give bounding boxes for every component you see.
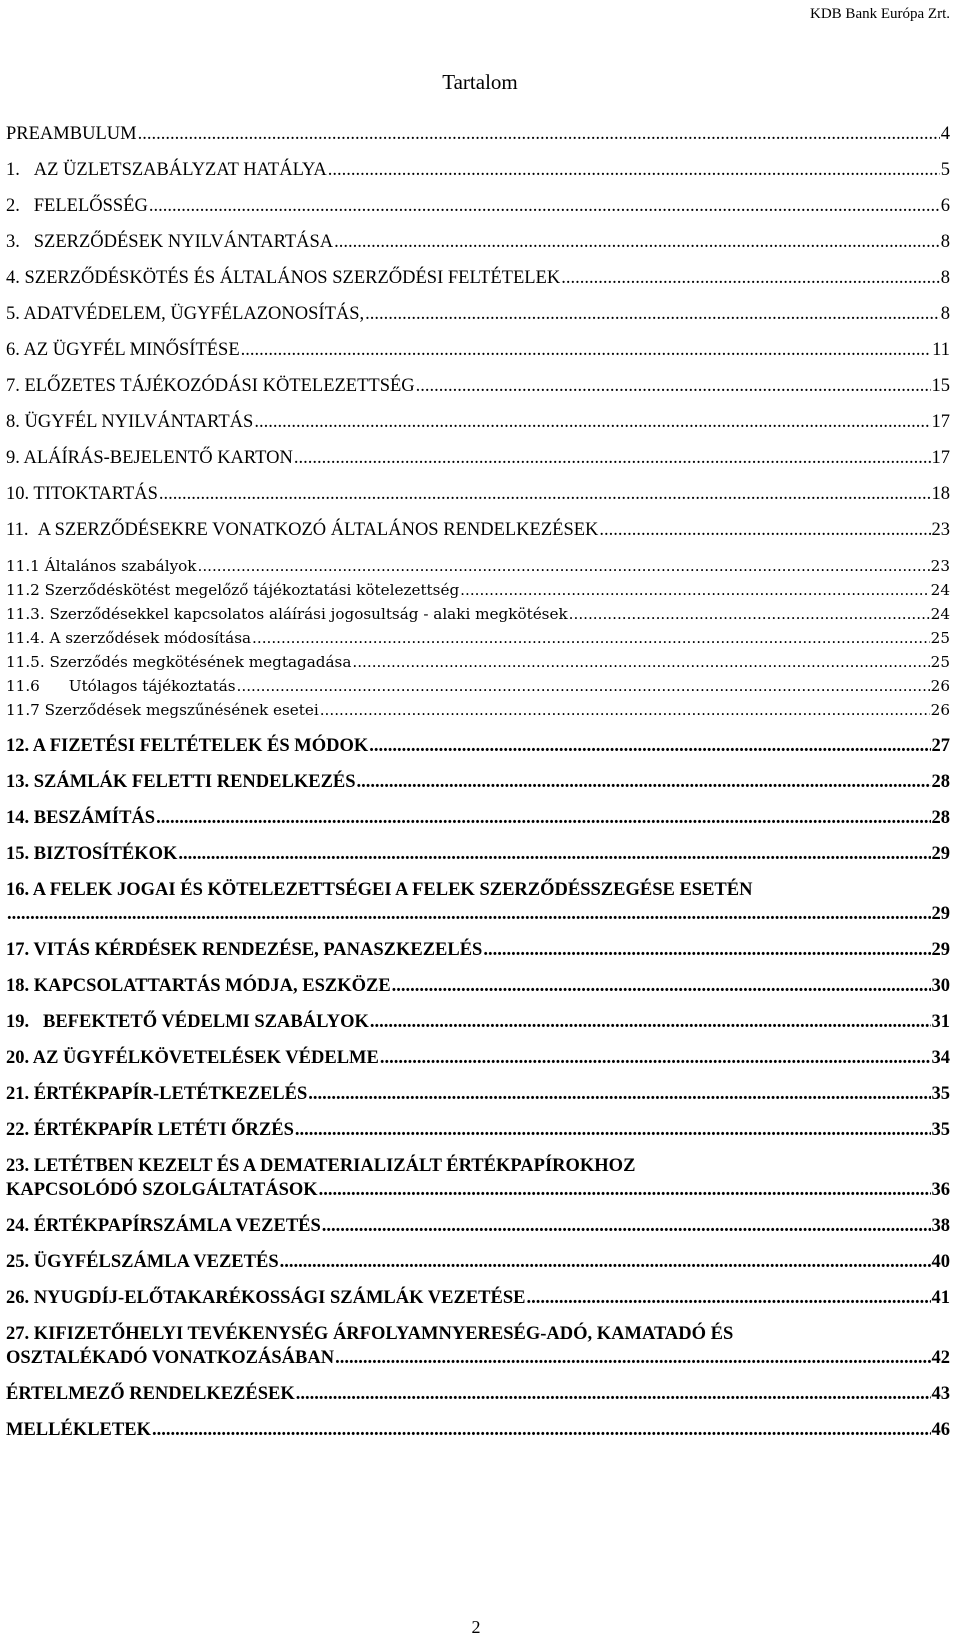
dot-leader [159,482,931,506]
toc-page-number: 15 [931,376,950,396]
toc-entry-label: 2. FELELŐSSÉG [6,196,148,216]
dot-leader [138,122,940,146]
dot-leader [328,158,940,182]
toc-entry-line [6,1418,950,1442]
toc-page-number: 38 [931,1216,950,1236]
toc-entry-line [6,734,950,758]
toc-page-number: 5 [940,160,950,180]
dot-leader [322,1214,931,1238]
toc-entry[interactable] [6,482,950,506]
toc-page-number: 31 [931,1012,950,1032]
toc-entry[interactable] [6,1418,950,1442]
dot-leader [483,938,930,962]
toc-entry-label: 12. A FIZETÉSI FELTÉTELEK ÉS MÓDOK [6,736,369,756]
toc-page-number: 40 [931,1252,950,1272]
toc-entry-label: 26. NYUGDÍJ-ELŐTAKARÉKOSSÁGI SZÁMLÁK VEZETÉSE [6,1288,526,1308]
toc-page-number: 24 [930,605,950,623]
toc-entry[interactable] [6,842,950,866]
toc-entry[interactable] [6,1154,950,1202]
toc-page-number: 25 [930,653,950,671]
toc-page-number: 29 [931,940,950,960]
toc-entry-line [6,770,950,794]
dot-leader [365,302,940,326]
toc-entry-line [6,626,950,650]
toc-entry-line [6,842,950,866]
toc-entry-line [6,938,950,962]
toc-entry-label: 19. BEFEKTETŐ VÉDELMI SZABÁLYOK [6,1012,369,1032]
toc-entry[interactable] [6,974,950,998]
toc-entry-label: 11.2 Szerződéskötést megelőző tájékoztatási kötelezettség [6,581,460,599]
toc-entry-label: 15. BIZTOSÍTÉKOK [6,844,178,864]
toc-entry[interactable] [6,554,950,578]
toc-entry-line [6,554,950,578]
toc-entry-line [6,1118,950,1142]
toc-entry-line [6,518,950,542]
toc-entry[interactable] [6,806,950,830]
toc-entry[interactable] [6,650,950,674]
dot-leader [370,1010,931,1034]
toc-entry-line [6,1178,950,1202]
dot-leader [152,1418,931,1442]
toc-entry-line [6,974,950,998]
dot-leader [295,1118,931,1142]
toc-entry-label: 8. ÜGYFÉL NYILVÁNTARTÁS [6,412,254,432]
toc-entry-line [6,578,950,602]
toc-entry-label: 11.3. Szerződésekkel kapcsolatos aláírási jogosultság - alaki megkötések [6,605,568,623]
dot-leader [357,770,931,794]
toc-entry[interactable] [6,446,950,470]
page-title: Tartalom [442,70,518,94]
toc-entry-label: 11.4. A szerződések módosítása [6,629,252,647]
toc-page-number: 29 [931,844,950,864]
toc-entry-line [6,1250,950,1274]
toc-entry-line [6,1214,950,1238]
toc-entry-line [6,806,950,830]
toc-page-number: 23 [931,520,950,540]
toc-entry-label: 16. A FELEK JOGAI ÉS KÖTELEZETTSÉGEI A FELEK SZERZŐDÉSSZEGÉSE ESETÉN [6,880,753,900]
toc-page-number: 11 [932,340,950,360]
toc-entry-label: 4. SZERZŐDÉSKÖTÉS ÉS ÁLTALÁNOS SZERZŐDÉSI FELTÉTELEK [6,268,561,288]
toc-entry[interactable] [6,938,950,962]
toc-entry-label: 27. KIFIZETŐHELYI TEVÉKENYSÉG ÁRFOLYAMNYERESÉG-ADÓ, KAMATADÓ ÉS [6,1324,734,1344]
dot-leader [241,338,932,362]
toc-page-number: 35 [931,1084,950,1104]
toc-entry-line [6,698,950,722]
toc-entry-line [6,650,950,674]
toc-entry[interactable] [6,878,950,926]
toc-entry-line [6,374,950,398]
toc-entry-line [6,194,950,218]
toc-page-number: 26 [930,677,950,695]
dot-leader [569,602,930,626]
toc-entry-label: 23. LETÉTBEN KEZELT ÉS A DEMATERIALIZÁLT ÉRTÉKPAPÍROKHOZ [6,1156,636,1176]
toc-entry-line [6,674,950,698]
page-number: 2 [471,1617,481,1637]
dot-leader [280,1250,931,1274]
toc-page-number: 24 [930,581,950,599]
toc-entry-label: 13. SZÁMLÁK FELETTI RENDELKEZÉS [6,772,356,792]
toc-page-number: 8 [940,268,950,288]
toc-entry[interactable] [6,374,950,398]
dot-leader [156,806,930,830]
toc-entry-line [6,1046,950,1070]
toc-entry[interactable] [6,698,950,722]
toc-entry[interactable] [6,1046,950,1070]
dot-leader [335,1346,930,1370]
toc-page-number: 26 [930,701,950,719]
toc-entry-label: 11.1 Általános szabályok [6,557,197,575]
toc-entry-label: 9. ALÁÍRÁS-BEJELENTŐ KARTON [6,448,293,468]
toc-page-number: 43 [931,1384,950,1404]
toc-entry[interactable] [6,122,950,146]
toc-page-number: 25 [930,629,950,647]
toc-entry[interactable] [6,410,950,434]
toc-page-number: 27 [931,736,950,756]
toc-entry-label: 7. ELŐZETES TÁJÉKOZÓDÁSI KÖTELEZETTSÉG [6,376,415,396]
toc-page-number: 17 [931,412,950,432]
toc-entry-label: 20. AZ ÜGYFÉLKÖVETELÉSEK VÉDELME [6,1048,379,1068]
toc-entry-line [6,1082,950,1106]
toc-entry[interactable] [6,734,950,758]
dot-leader [178,842,930,866]
dot-leader [296,1382,931,1406]
toc-entry-label: 24. ÉRTÉKPAPÍRSZÁMLA VEZETÉS [6,1216,321,1236]
toc-entry-label: 6. AZ ÜGYFÉL MINŐSÍTÉSE [6,340,240,360]
toc-entry-label-continued: KAPCSOLÓDÓ SZOLGÁLTATÁSOK [6,1180,318,1200]
toc-entry-label: 21. ÉRTÉKPAPÍR-LETÉTKEZELÉS [6,1084,308,1104]
dot-leader [237,674,930,698]
toc-entry-line [6,122,950,146]
toc-entry-line [6,482,950,506]
toc-entry-label: 11.6 Utólagos tájékoztatás [6,677,236,695]
toc-entry[interactable] [6,266,950,290]
toc-entry[interactable] [6,578,950,602]
toc-entry-label: 17. VITÁS KÉRDÉSEK RENDEZÉSE, PANASZKEZELÉS [6,940,483,960]
toc-entry-label: 18. KAPCSOLATTARTÁS MÓDJA, ESZKÖZE [6,976,391,996]
toc-entry-label: 25. ÜGYFÉLSZÁMLA VEZETÉS [6,1252,279,1272]
toc-entry-line [6,1286,950,1310]
toc-entry-label: MELLÉKLETEK [6,1420,151,1440]
toc-entry-line [6,338,950,362]
toc-entry[interactable] [6,338,950,362]
toc-entry-label: 1. AZ ÜZLETSZABÁLYZAT HATÁLYA [6,160,327,180]
toc-entry[interactable] [6,1010,950,1034]
dot-leader [7,902,931,926]
dot-leader [599,518,930,542]
dot-leader [254,410,930,434]
toc-entry[interactable] [6,602,950,626]
toc-entry[interactable] [6,1286,950,1310]
toc-page-number: 29 [931,904,950,924]
toc-page-number: 46 [931,1420,950,1440]
toc-entry-label: 22. ÉRTÉKPAPÍR LETÉTI ŐRZÉS [6,1120,294,1140]
dot-leader [334,230,940,254]
toc-page-number: 6 [940,196,950,216]
toc-entry[interactable] [6,158,950,182]
toc-entry-line [6,602,950,626]
toc-page-number: 34 [931,1048,950,1068]
dot-leader [252,626,930,650]
toc-entry-line [6,1010,950,1034]
dot-leader [392,974,931,998]
dot-leader [380,1046,931,1070]
toc-entry-label: 3. SZERZŐDÉSEK NYILVÁNTARTÁSA [6,232,334,252]
toc-entry-line [6,266,950,290]
toc-entry[interactable] [6,1250,950,1274]
dot-leader [319,1178,931,1202]
toc-entry[interactable] [6,518,950,542]
toc-page-number: 23 [930,557,950,575]
toc-page-number: 8 [940,304,950,324]
toc-entry-label: 5. ADATVÉDELEM, ÜGYFÉLAZONOSÍTÁS, [6,304,365,324]
page-header: KDB Bank Európa Zrt. [810,6,950,22]
toc-entry-label: 11. A SZERZŐDÉSEKRE VONATKOZÓ ÁLTALÁNOS RENDELKEZÉSEK [6,520,599,540]
dot-leader [320,698,930,722]
dot-leader [369,734,930,758]
toc-entry-line [6,410,950,434]
toc-entry-line [6,1382,950,1406]
toc-entry[interactable] [6,1214,950,1238]
toc-entry-line [6,446,950,470]
dot-leader [352,650,929,674]
toc-entry-line [6,230,950,254]
dot-leader [416,374,931,398]
dot-leader [526,1286,930,1310]
toc-entry[interactable] [6,626,950,650]
toc-page-number: 17 [931,448,950,468]
toc-page-number: 41 [931,1288,950,1308]
toc-page-number: 35 [931,1120,950,1140]
toc-entry-label-continued: OSZTALÉKADÓ VONATKOZÁSÁBAN [6,1348,335,1368]
toc-entry[interactable] [6,1118,950,1142]
toc-entry-label: 11.7 Szerződések megszűnésének esetei [6,701,319,719]
dot-leader [460,578,930,602]
dot-leader [149,194,940,218]
toc-entry-label: 11.5. Szerződés megkötésének megtagadása [6,653,352,671]
toc-entry[interactable] [6,194,950,218]
dot-leader [308,1082,930,1106]
toc-entry-label: 14. BESZÁMÍTÁS [6,808,156,828]
toc-entry[interactable] [6,230,950,254]
toc-entry[interactable] [6,1322,950,1370]
toc-page-number: 4 [940,124,950,144]
toc-page-number: 42 [931,1348,950,1368]
dot-leader [294,446,931,470]
toc-entry[interactable] [6,674,950,698]
toc-entry-line [6,902,950,926]
toc-page-number: 36 [931,1180,950,1200]
toc-entry-label: ÉRTELMEZŐ RENDELKEZÉSEK [6,1384,295,1404]
toc-page-number: 28 [931,772,950,792]
toc-entry-line [6,1346,950,1370]
toc-entry[interactable] [6,1382,950,1406]
toc-page-number: 30 [931,976,950,996]
toc-entry-line [6,158,950,182]
toc-entry-label: PREAMBULUM [6,124,137,144]
toc-page-number: 8 [940,232,950,252]
toc-entry[interactable] [6,770,950,794]
toc-entry[interactable] [6,302,950,326]
dot-leader [561,266,940,290]
toc-entry-label: 10. TITOKTARTÁS [6,484,158,504]
toc-page-number: 18 [931,484,950,504]
toc-page-number: 28 [931,808,950,828]
dot-leader [198,554,930,578]
toc-entry-line [6,302,950,326]
toc-entry[interactable] [6,1082,950,1106]
